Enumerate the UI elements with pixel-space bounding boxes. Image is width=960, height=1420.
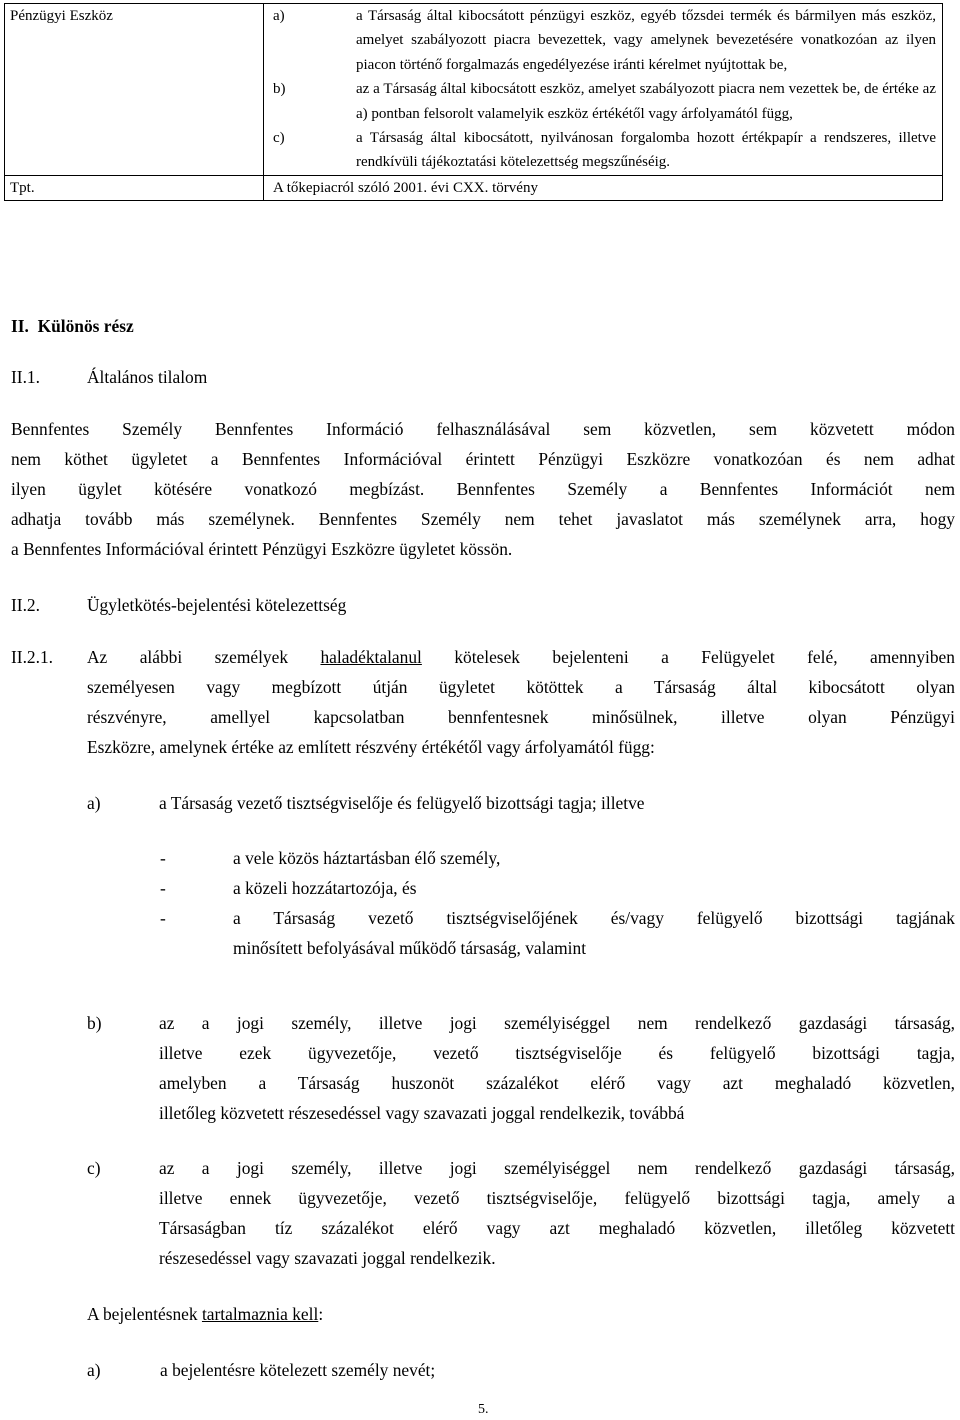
definition-row-tpt	[5, 175, 943, 200]
list-label: a)	[87, 793, 101, 813]
dash-bullet: -	[160, 908, 166, 928]
item-label: c)	[273, 130, 285, 147]
list-item-text: részesedéssel vagy szavazati joggal rendelkezik.	[159, 1248, 496, 1268]
paragraph-line: személyesen vagy megbízott útján ügyletet kötöttek a Társaság által kibocsátott olyan	[87, 677, 955, 697]
section-heading: II. Különös rész	[11, 316, 134, 336]
definition-item-c	[273, 126, 936, 175]
definition-item-b	[273, 77, 936, 126]
paragraph-line: Bennfentes Személy Bennfentes Információ felhasználásával sem közvetlen, sem közvetett módon	[11, 419, 955, 439]
underlined-text: haladéktalanul	[320, 647, 422, 667]
underlined-text: tartalmaznia kell	[201, 1304, 319, 1324]
paragraph-line	[87, 1304, 323, 1325]
text-segment: Az alábbi személyek	[87, 647, 289, 667]
list-item-text: illetve ennek ügyvezetője, vezető tisztségviselője, felügyelő bizottsági tagja, amely a	[159, 1188, 955, 1208]
paragraph-line: részvényre, amellyel kapcsolatban bennfentesnek minősülnek, illetve olyan Pénzügyi	[87, 707, 955, 727]
list-item-text: az a jogi személy, illetve jogi személyiséggel nem rendelkező gazdasági társaság,	[159, 1158, 955, 1178]
dash-bullet: -	[160, 878, 166, 898]
item-text: a Társaság által kibocsátott, nyilvánosan forgalomba hozott értékpapír a rendszeres, illetve rendkívüli tájékoztatási kötelezettség megszűnéséig.	[356, 130, 936, 171]
list-item-text: illetőleg közvetett részesedéssel vagy szavazati joggal rendelkezik, továbbá	[159, 1103, 685, 1123]
list-item-text: a Társaság vezető tisztségviselője és felügyelő bizottsági tagja; illetve	[159, 793, 645, 813]
definition-description: A tőkepiacról szóló 2001. évi CXX. törvény	[264, 175, 943, 200]
list-item-text: a bejelentésre kötelezett személy nevét;	[160, 1360, 436, 1380]
dash-item-text: minősített befolyásával működő társaság, valamint	[233, 938, 587, 958]
paragraph-line: Eszközre, amelynek értéke az említett részvény értékétől vagy árfolyamától függ:	[87, 737, 655, 757]
list-label: b)	[87, 1013, 102, 1033]
paragraph-line	[87, 647, 955, 668]
item-text: a Társaság által kibocsátott pénzügyi eszköz, egyéb tőzsdei termék és bármilyen más eszköz, amelyet szabályozott piacra bevezettek, vagy amelynek bevezetésére vonatkozóan az ilyen piacon történő forgalmazás engedélyezése iránti kérelmet nyújtottak be,	[356, 8, 936, 73]
page-number: 5.	[478, 1402, 489, 1417]
definition-term: Pénzügyi Eszköz	[5, 4, 264, 176]
dash-item-text: a Társaság vezető tisztségviselőjének és/vagy felügyelő bizottsági tagjának	[233, 908, 955, 928]
item-label: b)	[273, 81, 286, 98]
subsection-number: II.1.	[11, 367, 40, 387]
item-label: a)	[273, 8, 285, 24]
definition-term: Tpt.	[5, 175, 264, 200]
subsection-title: Általános tilalom	[87, 367, 208, 387]
definitions-table	[4, 3, 943, 201]
list-item-text: az a jogi személy, illetve jogi személyiséggel nem rendelkező gazdasági társaság,	[159, 1013, 955, 1033]
dash-item-text: a közeli hozzátartozója, és	[233, 878, 417, 898]
list-label: a)	[87, 1360, 101, 1380]
definition-row-penzugyi-eszkoz	[5, 4, 943, 176]
dash-bullet: -	[160, 848, 166, 868]
list-item-text: illetve ezek ügyvezetője, vezető tisztségviselője és felügyelő bizottsági tagja,	[159, 1043, 955, 1063]
list-item-text: Társaságban tíz százalékot elérő vagy azt meghaladó közvetlen, illetőleg közvetett	[159, 1218, 955, 1238]
paragraph-line: nem köthet ügyletet a Bennfentes Információval érintett Pénzügyi Eszközre vonatkozóan és nem adhat	[11, 449, 955, 469]
dash-item-text: a vele közös háztartásban élő személy,	[233, 848, 501, 868]
text-segment: :	[318, 1304, 324, 1324]
item-text: az a Társaság által kibocsátott eszköz, amelyet szabályozott piacra nem vezettek be, de értéke az a) pontban felsorolt valamelyik eszköz értékétől vagy árfolyamától függ,	[356, 81, 936, 122]
subsection-number: II.2.1.	[11, 647, 54, 667]
subsection-number: II.2.	[11, 595, 40, 615]
list-item-text: amelyben a Társaság huszonöt százalékot elérő vagy azt meghaladó közvetlen,	[159, 1073, 955, 1093]
text-segment: kötelesek bejelenteni a Felügyelet felé, amennyiben	[454, 647, 955, 667]
paragraph-line: ilyen ügylet kötésére vonatkozó megbízást. Bennfentes Személy a Bennfentes Információt nem	[11, 479, 955, 499]
paragraph-line: a Bennfentes Információval érintett Pénzügyi Eszközre ügyletet kössön.	[11, 539, 513, 559]
paragraph-line: adhatja tovább más személynek. Bennfentes Személy nem tehet javaslatot más személynek arra, hogy	[11, 509, 955, 529]
definition-description	[264, 4, 943, 176]
definition-item-a	[273, 4, 936, 77]
subsection-title: Ügyletkötés-bejelentési kötelezettség	[87, 595, 347, 615]
list-label: c)	[87, 1158, 101, 1178]
text-segment: A bejelentésnek	[87, 1304, 198, 1324]
